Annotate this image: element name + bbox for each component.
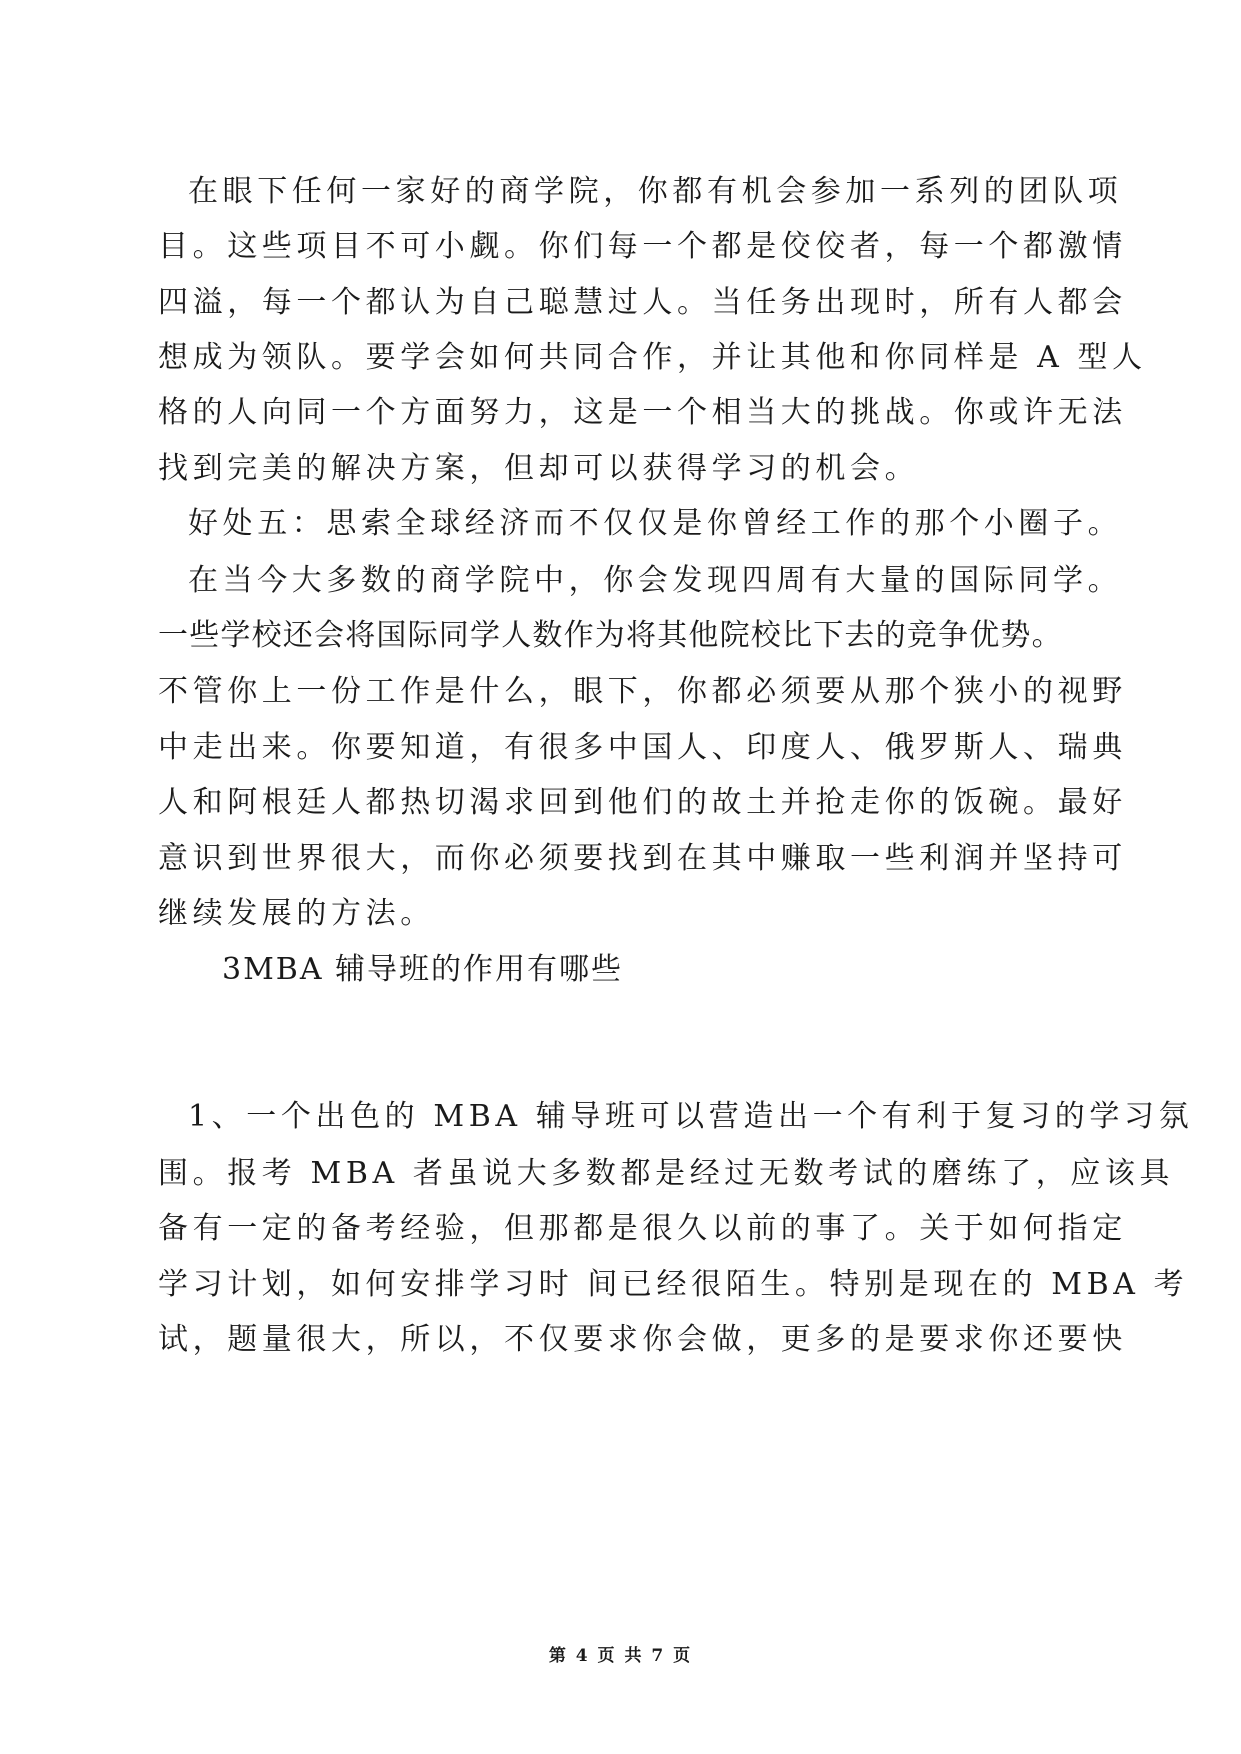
paragraph-line: 意识到世界很大，而你必须要找到在其中赚取一些利润并坚持可 xyxy=(158,841,1127,876)
paragraph-line: 一些学校还会将国际同学人数作为将其他院校比下去的竞争优势。 xyxy=(158,618,1063,653)
paragraph-line: 中走出来。你要知道，有很多中国人、印度人、俄罗斯人、瑞典 xyxy=(158,730,1127,765)
paragraph-line: 继续发展的方法。 xyxy=(158,896,435,931)
section-heading: 3MBA 辅导班的作用有哪些 xyxy=(222,952,624,987)
paragraph-line: 围。报考 MBA 者虽说大多数都是经过无数考试的磨练了，应该具 xyxy=(158,1156,1175,1191)
paragraph-line: 备有一定的备考经验，但那都是很久以前的事了。关于如何指定 xyxy=(158,1211,1127,1246)
paragraph-line: 学习计划，如何安排学习时 间已经很陌生。特别是现在的 MBA 考 xyxy=(158,1267,1189,1302)
paragraph-line: 在眼下任何一家好的商学院，你都有机会参加一系列的团队项 xyxy=(188,174,1123,209)
paragraph-line: 好处五：思索全球经济而不仅仅是你曾经工作的那个小圈子。 xyxy=(188,506,1123,541)
paragraph-line: 人和阿根廷人都热切渴求回到他们的故土并抢走你的饭碗。最好 xyxy=(158,785,1127,820)
paragraph-line: 不管你上一份工作是什么，眼下，你都必须要从那个狭小的视野 xyxy=(158,674,1127,709)
paragraph-line: 想成为领队。要学会如何共同合作，并让其他和你同样是 A 型人 xyxy=(158,340,1147,375)
paragraph-line: 试，题量很大，所以，不仅要求你会做，更多的是要求你还要快 xyxy=(158,1322,1127,1357)
page-number-footer: 第 4 页 共 7 页 xyxy=(548,1646,693,1666)
paragraph-line: 在当今大多数的商学院中，你会发现四周有大量的国际同学。 xyxy=(188,563,1123,598)
paragraph-line: 四溢，每一个都认为自己聪慧过人。当任务出现时，所有人都会 xyxy=(158,285,1127,320)
paragraph-line: 格的人向同一个方面努力，这是一个相当大的挑战。你或许无法 xyxy=(158,395,1127,430)
paragraph-line: 找到完美的解决方案，但却可以获得学习的机会。 xyxy=(158,451,920,486)
paragraph-line: 1、一个出色的 MBA 辅导班可以营造出一个有利于复习的学习氛 xyxy=(188,1099,1194,1134)
paragraph-line: 目。这些项目不可小觑。你们每一个都是佼佼者，每一个都激情 xyxy=(158,229,1127,264)
